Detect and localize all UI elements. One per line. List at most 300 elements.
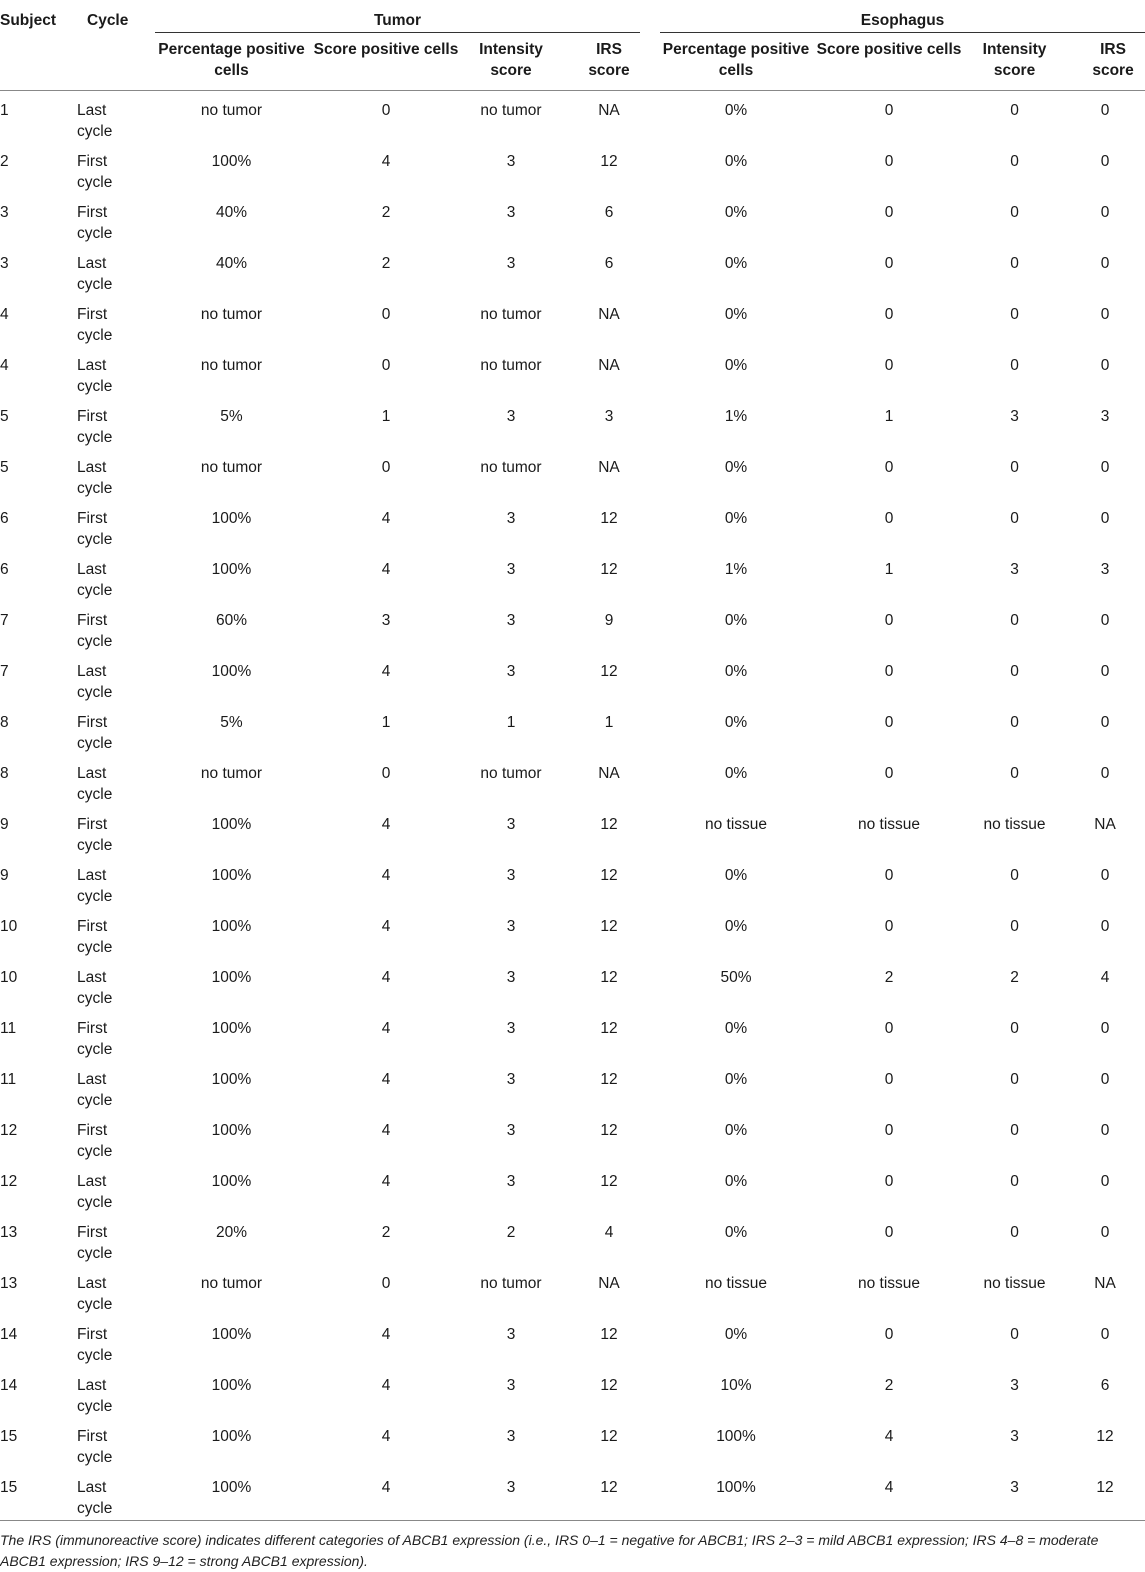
tumor-irs-cell: 12 bbox=[600, 1376, 618, 1394]
esophagus-intensity-cell: 0 bbox=[1010, 458, 1019, 476]
table-row bbox=[0, 1010, 1145, 1061]
table-row bbox=[0, 143, 1145, 194]
esophagus-percentage-cell: 0% bbox=[724, 1070, 748, 1088]
esophagus-percentage-cell: 0% bbox=[724, 509, 748, 527]
esophagus-intensity-cell: no tissue bbox=[983, 815, 1046, 833]
esophagus-percentage-cell: 0% bbox=[724, 458, 748, 476]
esophagus-irs-cell: 0 bbox=[1100, 917, 1110, 935]
table-row bbox=[0, 449, 1145, 500]
esophagus-irs-cell: 0 bbox=[1100, 611, 1110, 629]
tumor-irs-cell: 12 bbox=[600, 917, 618, 935]
tumor-percentage-cell: 100% bbox=[211, 1376, 252, 1394]
esophagus-score-cell: 0 bbox=[884, 1223, 894, 1241]
cycle-cell: Last cycle bbox=[77, 764, 113, 803]
tumor-percentage-cell: 40% bbox=[215, 203, 248, 221]
esophagus-intensity-cell: 0 bbox=[1010, 254, 1019, 272]
table-row bbox=[0, 500, 1145, 551]
table-row bbox=[0, 1163, 1145, 1214]
table-row bbox=[0, 602, 1145, 653]
esophagus-irs-cell: 0 bbox=[1100, 203, 1110, 221]
tumor-score-cell: 1 bbox=[381, 713, 391, 731]
esophagus-percentage-cell: 0% bbox=[724, 1121, 748, 1139]
esophagus-percentage-cell: 50% bbox=[720, 968, 752, 986]
cycle-cell: Last cycle bbox=[77, 1070, 113, 1109]
tumor-percentage-cell: 100% bbox=[211, 1172, 252, 1190]
esophagus-percentage-cell: 100% bbox=[716, 1427, 756, 1445]
tumor-score-cell: 0 bbox=[381, 458, 391, 476]
esophagus-irs-cell: 0 bbox=[1100, 1121, 1110, 1139]
tumor-intensity-cell: 3 bbox=[506, 1478, 516, 1496]
subject-cell: 12 bbox=[0, 1121, 18, 1139]
esophagus-percentage-cell: 0% bbox=[724, 1223, 748, 1241]
table-row bbox=[0, 398, 1145, 449]
esophagus-irs-cell: 0 bbox=[1100, 1172, 1110, 1190]
esophagus-header-percentage: Percentage positive cells bbox=[658, 33, 814, 90]
tumor-intensity-cell: 3 bbox=[506, 203, 516, 221]
esophagus-intensity-cell: no tissue bbox=[983, 1274, 1046, 1292]
tumor-irs-cell: 12 bbox=[600, 1325, 618, 1343]
tumor-score-cell: 4 bbox=[381, 662, 391, 680]
esophagus-intensity-cell: 0 bbox=[1010, 305, 1019, 323]
cycle-cell: First cycle bbox=[77, 611, 113, 650]
table-row bbox=[0, 1112, 1145, 1163]
subject-cell: 9 bbox=[0, 815, 9, 833]
esophagus-percentage-cell: 0% bbox=[724, 1172, 748, 1190]
header-blank-cycle bbox=[77, 33, 153, 90]
tumor-score-cell: 4 bbox=[381, 1172, 391, 1190]
esophagus-percentage-cell: 0% bbox=[724, 611, 748, 629]
header-subject: Subject bbox=[0, 12, 56, 29]
tumor-score-cell: 4 bbox=[381, 1070, 391, 1088]
table-row bbox=[0, 1316, 1145, 1367]
tumor-header-score: Score positive cells bbox=[310, 33, 462, 90]
esophagus-irs-cell: 12 bbox=[1096, 1478, 1114, 1496]
table-row bbox=[0, 1469, 1145, 1521]
esophagus-intensity-cell: 0 bbox=[1010, 917, 1019, 935]
esophagus-percentage-cell: 0% bbox=[724, 1019, 748, 1037]
tumor-intensity-cell: 3 bbox=[506, 1325, 516, 1343]
tumor-intensity-cell: 3 bbox=[506, 509, 516, 527]
esophagus-irs-cell: 4 bbox=[1100, 968, 1110, 986]
esophagus-irs-cell: 6 bbox=[1100, 1376, 1110, 1394]
tumor-intensity-cell: 3 bbox=[506, 1376, 516, 1394]
table-row bbox=[0, 755, 1145, 806]
tumor-intensity-cell: no tumor bbox=[480, 764, 542, 782]
esophagus-percentage-cell: 0% bbox=[724, 101, 748, 119]
esophagus-percentage-cell: 10% bbox=[720, 1376, 752, 1394]
esophagus-percentage-cell: 0% bbox=[724, 356, 748, 374]
subject-cell: 10 bbox=[0, 917, 18, 935]
tumor-score-cell: 4 bbox=[381, 560, 391, 578]
tumor-percentage-cell: 100% bbox=[211, 968, 252, 986]
esophagus-score-cell: 0 bbox=[884, 713, 894, 731]
tumor-score-cell: 4 bbox=[381, 866, 391, 884]
tumor-score-cell: 4 bbox=[381, 509, 391, 527]
tumor-intensity-cell: no tumor bbox=[480, 458, 542, 476]
esophagus-irs-cell: 0 bbox=[1100, 152, 1110, 170]
subject-cell: 6 bbox=[0, 560, 9, 578]
tumor-intensity-cell: 3 bbox=[506, 152, 516, 170]
esophagus-intensity-cell: 3 bbox=[1010, 407, 1019, 425]
esophagus-score-cell: 0 bbox=[884, 917, 894, 935]
subject-cell: 3 bbox=[0, 254, 9, 272]
tumor-percentage-cell: 100% bbox=[211, 152, 252, 170]
tumor-percentage-cell: 100% bbox=[211, 1325, 252, 1343]
cycle-cell: First cycle bbox=[77, 1121, 113, 1160]
esophagus-intensity-cell: 2 bbox=[1010, 968, 1019, 986]
tumor-percentage-cell: 40% bbox=[215, 254, 248, 272]
table-row bbox=[0, 296, 1145, 347]
tumor-irs-cell: 12 bbox=[600, 968, 618, 986]
esophagus-percentage-cell: 0% bbox=[724, 254, 748, 272]
esophagus-percentage-cell: 0% bbox=[724, 305, 748, 323]
table-row bbox=[0, 1214, 1145, 1265]
tumor-irs-cell: 6 bbox=[604, 203, 614, 221]
esophagus-irs-cell: 0 bbox=[1100, 1019, 1110, 1037]
cycle-cell: First cycle bbox=[77, 407, 113, 446]
subject-cell: 1 bbox=[0, 101, 9, 119]
esophagus-irs-cell: 0 bbox=[1100, 1325, 1110, 1343]
esophagus-intensity-cell: 3 bbox=[1010, 1376, 1019, 1394]
tumor-irs-cell: 12 bbox=[600, 815, 618, 833]
cycle-cell: First cycle bbox=[77, 815, 113, 854]
table-row bbox=[0, 704, 1145, 755]
tumor-score-cell: 3 bbox=[381, 611, 391, 629]
tumor-intensity-cell: 3 bbox=[506, 866, 516, 884]
cycle-cell: First cycle bbox=[77, 1223, 113, 1262]
tumor-irs-cell: 12 bbox=[600, 152, 618, 170]
cycle-cell: Last cycle bbox=[77, 101, 113, 140]
tumor-irs-cell: 9 bbox=[604, 611, 614, 629]
esophagus-irs-cell: 0 bbox=[1100, 254, 1110, 272]
subject-cell: 15 bbox=[0, 1478, 18, 1496]
cycle-cell: Last cycle bbox=[77, 356, 113, 395]
esophagus-intensity-cell: 0 bbox=[1010, 764, 1019, 782]
tumor-percentage-cell: 100% bbox=[211, 815, 252, 833]
subject-cell: 14 bbox=[0, 1325, 18, 1343]
tumor-irs-cell: 1 bbox=[604, 713, 614, 731]
tumor-intensity-cell: 3 bbox=[506, 917, 516, 935]
tumor-score-cell: 2 bbox=[381, 203, 391, 221]
table-row bbox=[0, 653, 1145, 704]
esophagus-score-cell: 0 bbox=[884, 305, 894, 323]
esophagus-score-cell: 0 bbox=[884, 1070, 894, 1088]
tumor-score-cell: 4 bbox=[381, 1427, 391, 1445]
tumor-irs-cell: 12 bbox=[600, 509, 618, 527]
cycle-cell: First cycle bbox=[77, 509, 113, 548]
tumor-intensity-cell: 2 bbox=[506, 1223, 516, 1241]
tumor-percentage-cell: 5% bbox=[220, 407, 243, 425]
esophagus-intensity-cell: 0 bbox=[1010, 152, 1019, 170]
tumor-irs-cell: 12 bbox=[600, 1019, 618, 1037]
tumor-score-cell: 1 bbox=[381, 407, 391, 425]
cycle-cell: Last cycle bbox=[77, 254, 113, 293]
esophagus-irs-cell: 0 bbox=[1100, 458, 1110, 476]
esophagus-intensity-cell: 0 bbox=[1010, 866, 1019, 884]
esophagus-intensity-cell: 0 bbox=[1010, 611, 1019, 629]
esophagus-irs-cell: NA bbox=[1094, 815, 1116, 833]
cycle-cell: Last cycle bbox=[77, 1274, 113, 1313]
esophagus-irs-cell: 3 bbox=[1100, 560, 1110, 578]
esophagus-percentage-cell: 0% bbox=[724, 662, 748, 680]
subject-cell: 9 bbox=[0, 866, 9, 884]
tumor-intensity-cell: no tumor bbox=[480, 305, 542, 323]
tumor-percentage-cell: 5% bbox=[220, 713, 243, 731]
cycle-cell: First cycle bbox=[77, 305, 113, 344]
group-header-esophagus bbox=[658, 0, 1145, 33]
tumor-percentage-cell: 100% bbox=[211, 1427, 252, 1445]
subject-cell: 2 bbox=[0, 152, 9, 170]
esophagus-irs-cell: 0 bbox=[1100, 866, 1110, 884]
esophagus-percentage-cell: 0% bbox=[724, 152, 748, 170]
tumor-intensity-cell: 3 bbox=[506, 815, 516, 833]
tumor-percentage-cell: 60% bbox=[215, 611, 248, 629]
cycle-cell: Last cycle bbox=[77, 560, 113, 599]
table-row bbox=[0, 194, 1145, 245]
tumor-score-cell: 4 bbox=[381, 1121, 391, 1139]
esophagus-intensity-cell: 0 bbox=[1010, 662, 1019, 680]
cycle-cell: Last cycle bbox=[77, 662, 113, 701]
tumor-intensity-cell: 1 bbox=[506, 713, 516, 731]
esophagus-irs-cell: 0 bbox=[1100, 764, 1110, 782]
tumor-percentage-cell: no tumor bbox=[200, 458, 263, 476]
tumor-score-cell: 4 bbox=[381, 815, 391, 833]
esophagus-intensity-cell: 0 bbox=[1010, 101, 1019, 119]
tumor-percentage-cell: 100% bbox=[211, 1121, 252, 1139]
tumor-irs-cell: 6 bbox=[604, 254, 614, 272]
tumor-percentage-cell: no tumor bbox=[200, 764, 263, 782]
esophagus-score-cell: 0 bbox=[884, 152, 894, 170]
tumor-percentage-cell: 100% bbox=[211, 1478, 252, 1496]
subject-cell: 10 bbox=[0, 968, 18, 986]
tumor-percentage-cell: 100% bbox=[211, 509, 252, 527]
table-row bbox=[0, 1418, 1145, 1469]
tumor-header-intensity: Intensity score bbox=[462, 33, 560, 90]
subject-cell: 5 bbox=[0, 458, 9, 476]
esophagus-score-cell: 0 bbox=[884, 662, 894, 680]
tumor-percentage-cell: no tumor bbox=[200, 1274, 263, 1292]
tumor-irs-cell: NA bbox=[598, 764, 620, 782]
esophagus-intensity-cell: 0 bbox=[1010, 356, 1019, 374]
table-row bbox=[0, 347, 1145, 398]
esophagus-percentage-cell: 0% bbox=[724, 713, 748, 731]
tumor-score-cell: 4 bbox=[381, 968, 391, 986]
tumor-score-cell: 4 bbox=[381, 1478, 391, 1496]
esophagus-irs-cell: 0 bbox=[1100, 509, 1110, 527]
esophagus-score-cell: 2 bbox=[884, 968, 894, 986]
tumor-intensity-cell: 3 bbox=[506, 1019, 516, 1037]
esophagus-score-cell: 0 bbox=[884, 866, 894, 884]
subject-cell: 13 bbox=[0, 1223, 18, 1241]
cycle-cell: First cycle bbox=[77, 152, 113, 191]
cycle-cell: First cycle bbox=[77, 917, 113, 956]
cycle-cell: Last cycle bbox=[77, 1172, 113, 1211]
cycle-cell: Last cycle bbox=[77, 1478, 113, 1517]
tumor-percentage-cell: no tumor bbox=[200, 305, 263, 323]
esophagus-score-cell: 0 bbox=[884, 1172, 894, 1190]
tumor-score-cell: 2 bbox=[381, 254, 391, 272]
tumor-percentage-cell: 20% bbox=[215, 1223, 248, 1241]
esophagus-intensity-cell: 0 bbox=[1010, 509, 1019, 527]
esophagus-score-cell: 0 bbox=[884, 203, 894, 221]
esophagus-intensity-cell: 0 bbox=[1010, 1019, 1019, 1037]
esophagus-intensity-cell: 0 bbox=[1010, 203, 1019, 221]
tumor-percentage-cell: 100% bbox=[211, 1070, 252, 1088]
esophagus-percentage-cell: 100% bbox=[716, 1478, 756, 1496]
esophagus-score-cell: 4 bbox=[884, 1478, 894, 1496]
tumor-irs-cell: NA bbox=[598, 1274, 620, 1292]
esophagus-irs-cell: 0 bbox=[1100, 713, 1110, 731]
subject-cell: 12 bbox=[0, 1172, 18, 1190]
tumor-irs-cell: 12 bbox=[600, 866, 618, 884]
tumor-score-cell: 0 bbox=[381, 764, 391, 782]
esophagus-intensity-cell: 3 bbox=[1010, 1478, 1019, 1496]
subject-cell: 7 bbox=[0, 662, 9, 680]
subject-cell: 14 bbox=[0, 1376, 18, 1394]
tumor-irs-cell: NA bbox=[598, 305, 620, 323]
tumor-intensity-cell: 3 bbox=[506, 611, 516, 629]
tumor-score-cell: 0 bbox=[381, 1274, 391, 1292]
tumor-intensity-cell: 3 bbox=[506, 560, 516, 578]
esophagus-irs-cell: 0 bbox=[1100, 662, 1110, 680]
tumor-header-irs: IRS score bbox=[560, 33, 658, 90]
tumor-score-cell: 4 bbox=[381, 152, 391, 170]
subject-cell: 6 bbox=[0, 509, 9, 527]
esophagus-percentage-cell: 0% bbox=[724, 1325, 748, 1343]
esophagus-score-cell: 0 bbox=[884, 611, 894, 629]
tumor-score-cell: 0 bbox=[381, 101, 391, 119]
tumor-score-cell: 0 bbox=[381, 305, 391, 323]
tumor-percentage-cell: no tumor bbox=[200, 356, 263, 374]
esophagus-score-cell: 2 bbox=[884, 1376, 894, 1394]
esophagus-intensity-cell: 0 bbox=[1010, 1121, 1019, 1139]
table-footnote: The IRS (immunoreactive score) indicates different categories of ABCB1 expression (i.e., IRS 0–1 = negative for ABCB1; IRS 2–3 = mild ABCB1 expression; IRS 4–8 = moderate ABCB1 expression; IRS 9–12 = strong ABCB1 expression). bbox=[0, 1531, 1099, 1569]
tumor-irs-cell: 12 bbox=[600, 560, 618, 578]
esophagus-score-cell: 0 bbox=[884, 1019, 894, 1037]
esophagus-score-cell: 0 bbox=[884, 458, 894, 476]
cycle-cell: Last cycle bbox=[77, 1376, 113, 1415]
subject-cell: 4 bbox=[0, 356, 9, 374]
tumor-intensity-cell: 3 bbox=[506, 407, 516, 425]
cycle-cell: Last cycle bbox=[77, 866, 113, 905]
table-row bbox=[0, 1265, 1145, 1316]
table-body bbox=[0, 90, 1145, 1520]
esophagus-irs-cell: 12 bbox=[1096, 1427, 1114, 1445]
tumor-irs-cell: 3 bbox=[604, 407, 614, 425]
tumor-intensity-cell: 3 bbox=[506, 1121, 516, 1139]
tumor-irs-cell: 4 bbox=[604, 1223, 614, 1241]
esophagus-score-cell: 0 bbox=[884, 509, 894, 527]
esophagus-percentage-cell: 0% bbox=[724, 866, 748, 884]
subject-cell: 11 bbox=[0, 1070, 17, 1088]
subject-cell: 11 bbox=[0, 1019, 17, 1037]
esophagus-score-cell: 1 bbox=[884, 560, 894, 578]
esophagus-score-cell: no tissue bbox=[857, 815, 921, 833]
tumor-score-cell: 4 bbox=[381, 1376, 391, 1394]
esophagus-irs-cell: 0 bbox=[1100, 356, 1110, 374]
tumor-intensity-cell: 3 bbox=[506, 1172, 516, 1190]
subject-cell: 5 bbox=[0, 407, 9, 425]
tumor-percentage-cell: 100% bbox=[211, 662, 252, 680]
esophagus-irs-cell: 0 bbox=[1100, 1223, 1110, 1241]
esophagus-irs-cell: 3 bbox=[1100, 407, 1110, 425]
cycle-cell: First cycle bbox=[77, 203, 113, 242]
esophagus-score-cell: 4 bbox=[884, 1427, 894, 1445]
header-blank-subject bbox=[0, 33, 77, 90]
cycle-cell: First cycle bbox=[77, 713, 113, 752]
group-header-tumor bbox=[153, 0, 658, 33]
esophagus-irs-cell: 0 bbox=[1100, 305, 1110, 323]
esophagus-percentage-cell: 0% bbox=[724, 203, 748, 221]
esophagus-header-score: Score positive cells bbox=[814, 33, 964, 90]
subject-cell: 8 bbox=[0, 764, 9, 782]
cycle-cell: First cycle bbox=[77, 1325, 113, 1364]
cycle-cell: First cycle bbox=[77, 1019, 113, 1058]
table-row bbox=[0, 1367, 1145, 1418]
esophagus-score-cell: 0 bbox=[884, 254, 894, 272]
esophagus-percentage-cell: 1% bbox=[724, 407, 748, 425]
tumor-intensity-cell: 3 bbox=[506, 254, 516, 272]
tumor-irs-cell: 12 bbox=[600, 1427, 618, 1445]
esophagus-header-intensity: Intensity score bbox=[964, 33, 1065, 90]
table-row bbox=[0, 908, 1145, 959]
tumor-irs-cell: 12 bbox=[600, 662, 618, 680]
cycle-cell: Last cycle bbox=[77, 458, 113, 497]
tumor-intensity-cell: no tumor bbox=[480, 101, 542, 119]
tumor-irs-cell: 12 bbox=[600, 1070, 618, 1088]
tumor-irs-cell: 12 bbox=[600, 1478, 618, 1496]
tumor-score-cell: 4 bbox=[381, 1325, 391, 1343]
esophagus-score-cell: 1 bbox=[884, 407, 894, 425]
subject-cell: 13 bbox=[0, 1274, 18, 1292]
table-row bbox=[0, 90, 1145, 143]
esophagus-score-cell: 0 bbox=[884, 1325, 894, 1343]
esophagus-intensity-cell: 3 bbox=[1010, 1427, 1019, 1445]
esophagus-percentage-cell: 1% bbox=[724, 560, 748, 578]
group-esophagus-label: Esophagus bbox=[860, 12, 945, 29]
tumor-irs-cell: NA bbox=[598, 101, 620, 119]
esophagus-percentage-cell: no tissue bbox=[704, 815, 768, 833]
table-row bbox=[0, 551, 1145, 602]
tumor-irs-cell: NA bbox=[598, 356, 620, 374]
tumor-irs-cell: 12 bbox=[600, 1172, 618, 1190]
tumor-intensity-cell: 3 bbox=[506, 1427, 516, 1445]
table-row bbox=[0, 959, 1145, 1010]
esophagus-irs-cell: 0 bbox=[1100, 1070, 1110, 1088]
esophagus-intensity-cell: 0 bbox=[1010, 1172, 1019, 1190]
tumor-header-percentage: Percentage positive cells bbox=[153, 33, 310, 90]
tumor-intensity-cell: no tumor bbox=[480, 1274, 542, 1292]
esophagus-intensity-cell: 0 bbox=[1010, 1223, 1019, 1241]
esophagus-score-cell: 0 bbox=[884, 1121, 894, 1139]
esophagus-percentage-cell: no tissue bbox=[704, 1274, 768, 1292]
esophagus-score-cell: 0 bbox=[884, 356, 894, 374]
tumor-percentage-cell: 100% bbox=[211, 866, 252, 884]
esophagus-intensity-cell: 0 bbox=[1010, 1325, 1019, 1343]
esophagus-intensity-cell: 0 bbox=[1010, 1070, 1019, 1088]
subject-cell: 3 bbox=[0, 203, 9, 221]
esophagus-intensity-cell: 0 bbox=[1010, 713, 1019, 731]
tumor-intensity-cell: 3 bbox=[506, 968, 516, 986]
esophagus-score-cell: no tissue bbox=[857, 1274, 921, 1292]
esophagus-header-irs: IRS score bbox=[1065, 33, 1145, 90]
tumor-intensity-cell: 3 bbox=[506, 662, 516, 680]
tumor-score-cell: 0 bbox=[381, 356, 391, 374]
esophagus-score-cell: 0 bbox=[884, 764, 894, 782]
tumor-irs-cell: NA bbox=[598, 458, 620, 476]
esophagus-percentage-cell: 0% bbox=[724, 764, 748, 782]
table-row bbox=[0, 806, 1145, 857]
